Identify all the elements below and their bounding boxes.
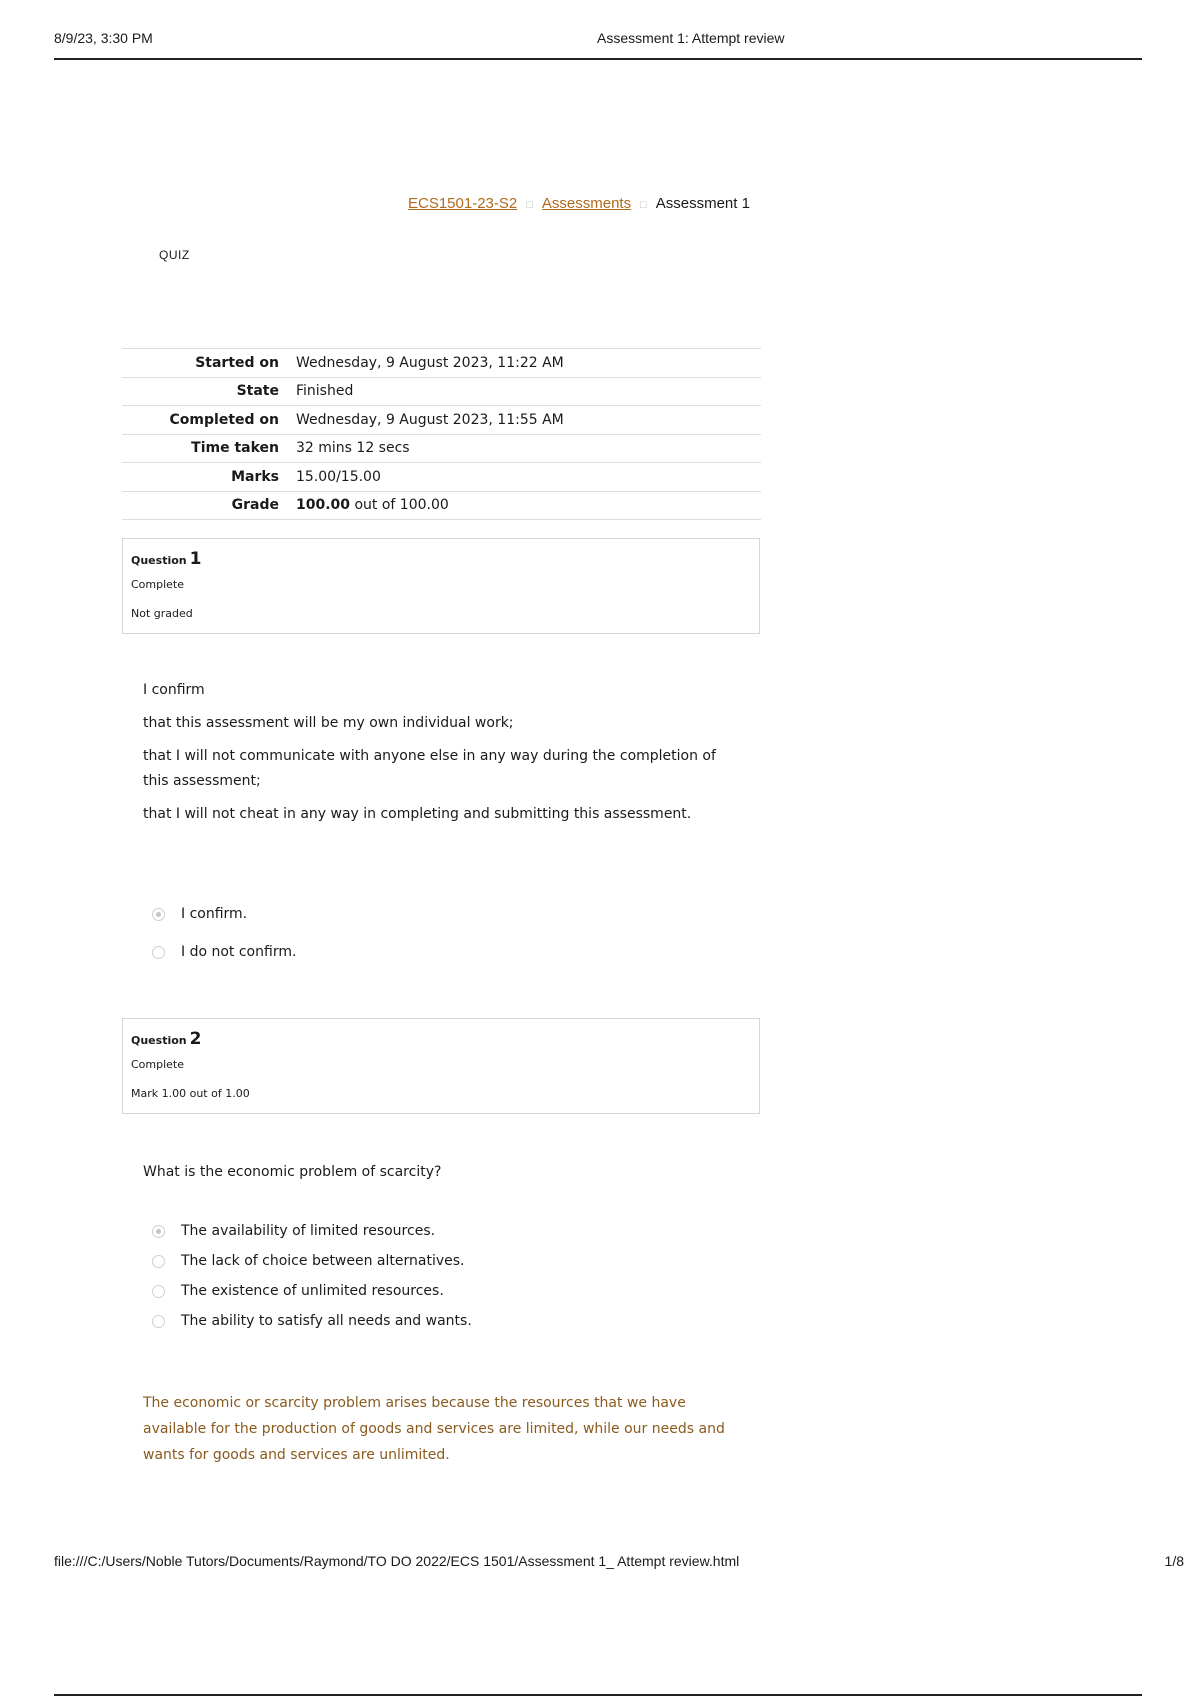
summary-label: Time taken	[122, 434, 296, 463]
print-page-number: 1/8	[1164, 1553, 1184, 1569]
radio-icon[interactable]	[152, 1315, 165, 1328]
summary-label: Started on	[122, 349, 296, 378]
print-header	[54, 30, 1142, 60]
summary-value: 32 mins 12 secs	[296, 434, 761, 463]
attempt-summary-table	[122, 348, 761, 520]
quiz-label: QUIZ	[159, 248, 190, 262]
radio-selected-icon[interactable]	[152, 1225, 165, 1238]
summary-label: Grade	[122, 491, 296, 520]
answer-option[interactable]	[152, 1246, 472, 1276]
breadcrumb	[408, 195, 750, 212]
table-row	[122, 434, 761, 463]
print-file-path: file:///C:/Users/Noble Tutors/Documents/Raymond/TO DO 2022/ECS 1501/Assessment 1_ Attempt review.html	[54, 1553, 740, 1569]
answer-option[interactable]	[152, 1306, 472, 1336]
answer-option[interactable]	[152, 1216, 472, 1246]
question-text-line: I confirm	[143, 682, 205, 698]
breadcrumb-course-link[interactable]: ECS1501-23-S2	[408, 195, 518, 212]
summary-value: Finished	[296, 377, 761, 406]
answer-option[interactable]	[152, 1276, 472, 1306]
summary-value	[296, 491, 761, 520]
question-text-line: What is the economic problem of scarcity?	[143, 1164, 442, 1180]
question-1-text	[143, 678, 743, 835]
answer-label: The ability to satisfy all needs and wants.	[181, 1313, 472, 1329]
question-number: Question 1	[131, 549, 202, 569]
question-state: Complete	[131, 578, 185, 591]
table-row	[122, 406, 761, 435]
summary-label: State	[122, 377, 296, 406]
question-text-line: that this assessment will be my own individual work;	[143, 715, 514, 731]
summary-value: 15.00/15.00	[296, 463, 761, 492]
radio-icon[interactable]	[152, 946, 165, 959]
breadcrumb-assessments-link[interactable]: Assessments	[541, 195, 632, 212]
answer-label: The lack of choice between alternatives.	[181, 1253, 465, 1269]
answer-label: The existence of unlimited resources.	[181, 1283, 444, 1299]
grade-value: 100.00	[296, 497, 351, 514]
breadcrumb-separator-icon: □	[526, 199, 533, 211]
divider	[54, 1694, 1142, 1696]
answer-option[interactable]	[152, 933, 296, 971]
summary-value: Wednesday, 9 August 2023, 11:22 AM	[296, 349, 761, 378]
table-row	[122, 463, 761, 492]
answer-option[interactable]	[152, 895, 296, 933]
summary-value: Wednesday, 9 August 2023, 11:55 AM	[296, 406, 761, 435]
grade-out-of: out of 100.00	[350, 497, 449, 514]
summary-label: Completed on	[122, 406, 296, 435]
radio-icon[interactable]	[152, 1255, 165, 1268]
table-row	[122, 377, 761, 406]
general-feedback: The economic or scarcity problem arises because the resources that we have available for the production of goods and services are limited, while our needs and wants for goods and services are unlimited.	[143, 1395, 725, 1463]
question-2-text	[143, 1160, 743, 1193]
question-1-answers	[152, 895, 296, 971]
print-date: 8/9/23, 3:30 PM	[54, 30, 153, 46]
breadcrumb-current: Assessment 1	[655, 195, 750, 212]
question-grade: Mark 1.00 out of 1.00	[131, 1087, 250, 1100]
table-row	[122, 349, 761, 378]
answer-label: I do not confirm.	[181, 944, 297, 960]
breadcrumb-separator-icon: □	[640, 199, 647, 211]
table-row	[122, 491, 761, 520]
print-document-title: Assessment 1: Attempt review	[597, 30, 785, 46]
radio-selected-icon[interactable]	[152, 908, 165, 921]
question-text-line: that I will not communicate with anyone else in any way during the completion of this assessment;	[143, 748, 716, 789]
question-text-line: that I will not cheat in any way in completing and submitting this assessment.	[143, 806, 692, 822]
question-state: Complete	[131, 1058, 185, 1071]
question-2-answers	[152, 1216, 472, 1336]
question-grade: Not graded	[131, 607, 193, 620]
question-number: Question 2	[131, 1029, 202, 1049]
summary-label: Marks	[122, 463, 296, 492]
question-2-info	[122, 1018, 760, 1114]
question-1-info	[122, 538, 760, 634]
answer-label: I confirm.	[181, 906, 248, 922]
answer-label: The availability of limited resources.	[181, 1223, 436, 1239]
radio-icon[interactable]	[152, 1285, 165, 1298]
